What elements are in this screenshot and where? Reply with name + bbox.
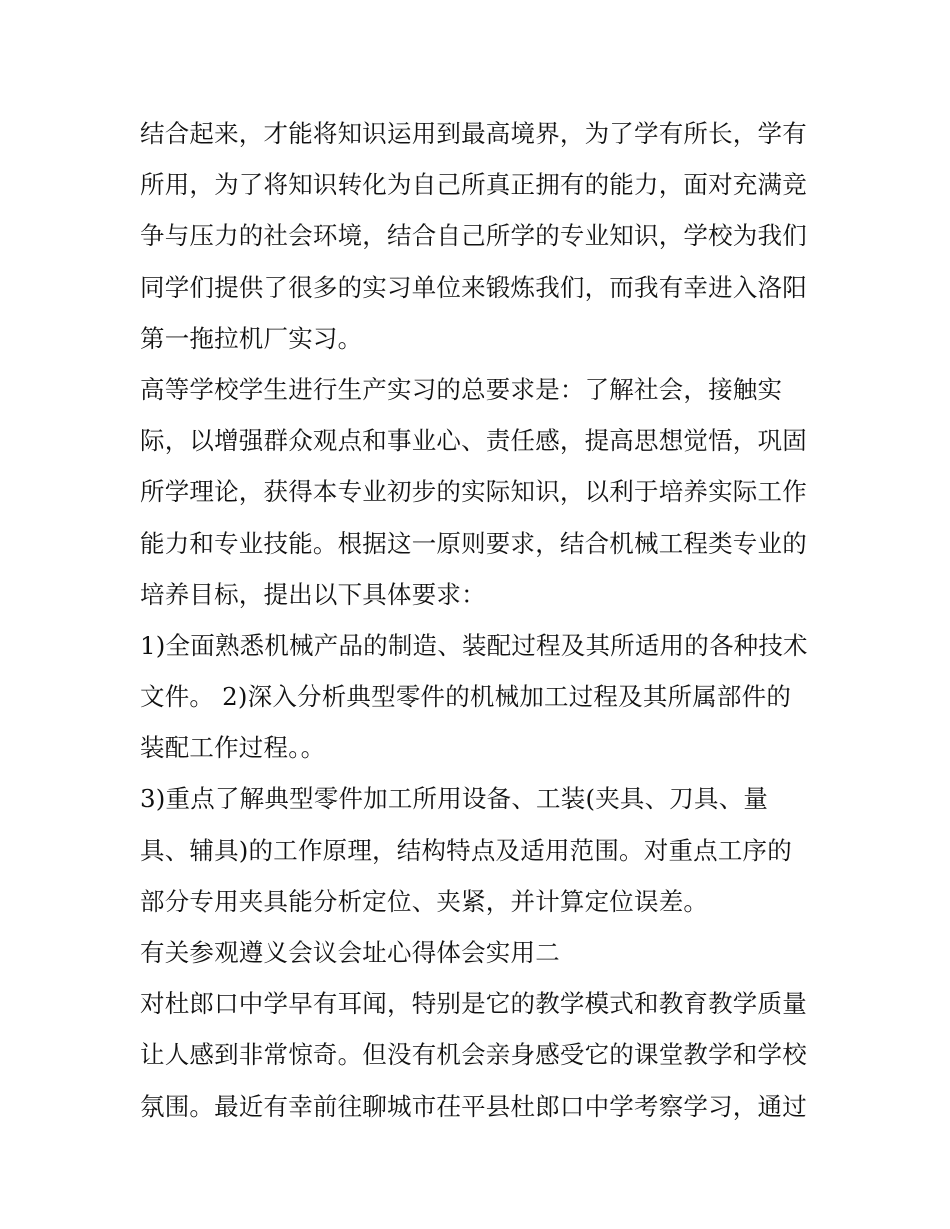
document-body xyxy=(140,108,820,1132)
text-line: 际，以增强群众观点和事业心、责任感，提高思想觉悟，巩固 xyxy=(140,426,807,456)
text-line: 第一拖拉机厂实习。 xyxy=(140,323,363,353)
text-line: 同学们提供了很多的实习单位来锻炼我们，而我有幸进入洛阳 xyxy=(140,272,807,302)
text-line: 争与压力的社会环境，结合自己所学的专业知识，学校为我们 xyxy=(140,221,807,251)
text-line: 培养目标，提出以下具体要求： xyxy=(140,579,486,609)
text-line: 部分专用夹具能分析定位、夹紧，并计算定位误差。 xyxy=(140,886,709,916)
text-line: 结合起来，才能将知识运用到最高境界，为了学有所长，学有 xyxy=(140,119,807,148)
text-line: 文件。 2)深入分析典型零件的机械加工过程及其所属部件的 xyxy=(140,682,792,712)
text-line: 具、辅具)的工作原理，结构特点及适用范围。对重点工序的 xyxy=(140,835,792,865)
text-line: 对杜郎口中学早有耳闻，特别是它的教学模式和教育教学质量 xyxy=(140,989,807,1019)
text-line: 装配工作过程。。 xyxy=(140,733,326,763)
text-line: 所用，为了将知识转化为自己所真正拥有的能力，面对充满竞 xyxy=(140,170,807,200)
text-line: 氛围。最近有幸前往聊城市茌平县杜郎口中学考察学习，通过 xyxy=(140,1091,807,1121)
section-heading: 有关参观遵义会议会址心得体会实用二 xyxy=(140,938,560,967)
text-line: 能力和专业技能。根据这一原则要求，结合机械工程类专业的 xyxy=(140,528,807,558)
text-line: 1)全面熟悉机械产品的制造、装配过程及其所适用的各种技术 xyxy=(140,630,808,660)
text-line: 所学理论，获得本专业初步的实际知识，以利于培养实际工作 xyxy=(140,477,807,507)
text-line: 高等学校学生进行生产实习的总要求是：了解社会，接触实 xyxy=(140,374,783,404)
text-line: 让人感到非常惊奇。但没有机会亲身感受它的课堂教学和学校 xyxy=(140,1040,807,1070)
text-line: 3)重点了解典型零件加工所用设备、工装(夹具、刀具、量 xyxy=(140,784,769,814)
